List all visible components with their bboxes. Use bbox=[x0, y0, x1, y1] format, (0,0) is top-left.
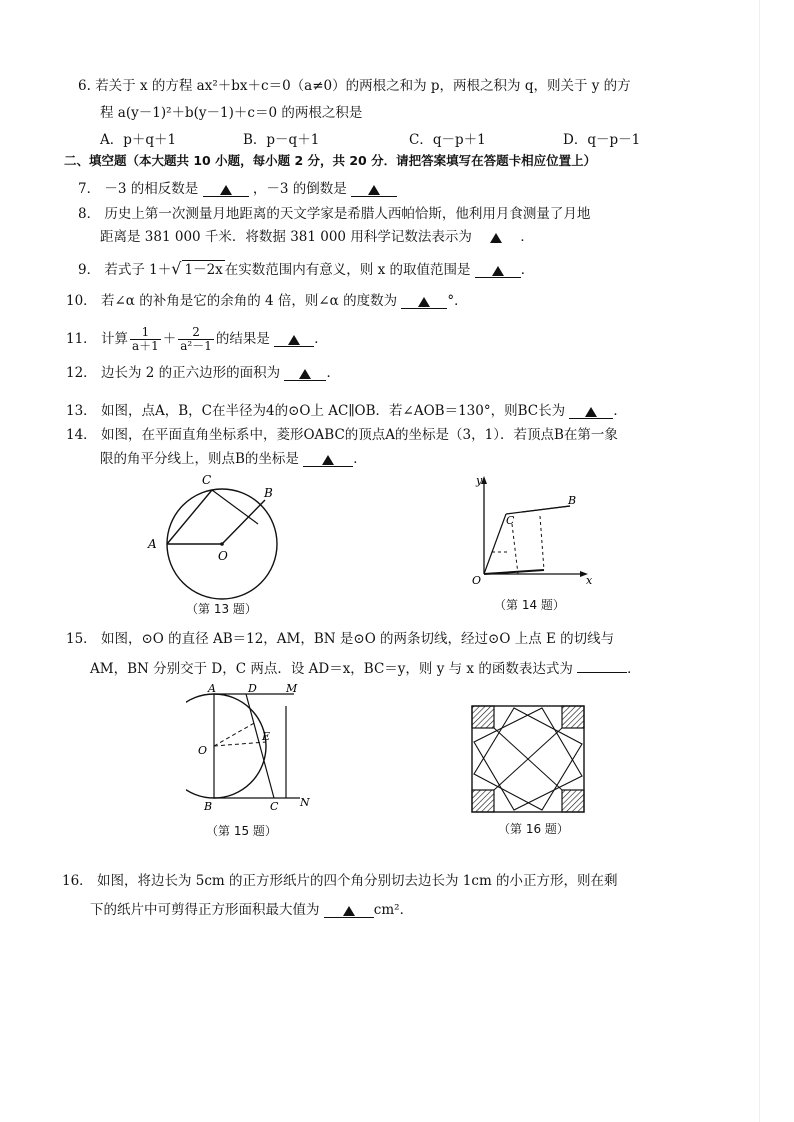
q8-line2 bbox=[100, 228, 534, 246]
label-d: D bbox=[248, 684, 257, 695]
q12-number: 12． bbox=[66, 365, 97, 381]
q15-text2: AM，BN 分别交于 D，C 两点．设 AD＝x，BC＝y，则 y 与 x 的函数表达式为 bbox=[90, 661, 573, 677]
sqrt-sign: √ bbox=[171, 259, 182, 278]
answer-marker-icon bbox=[299, 369, 311, 379]
label-b: B bbox=[568, 494, 577, 507]
figure-15-tangents bbox=[186, 684, 316, 814]
q14-text1: 如图，在平面直角坐标系中，菱形OABC的顶点A的坐标是（3，1）．若顶点B在第一象 bbox=[100, 427, 618, 443]
q16-line1 bbox=[62, 872, 618, 890]
answer-marker-icon bbox=[492, 266, 504, 276]
q14-end: ． bbox=[353, 451, 367, 467]
q6-option-a: A．p＋q＋1 bbox=[100, 132, 177, 148]
q14-number: 14． bbox=[66, 427, 97, 443]
q14-line1 bbox=[66, 426, 618, 444]
q7 bbox=[78, 180, 397, 198]
q13-end: ． bbox=[613, 403, 627, 419]
q14-line2 bbox=[100, 450, 367, 468]
figure-15-caption: （第 15 题） bbox=[206, 824, 277, 838]
q9-blank[interactable] bbox=[475, 261, 521, 278]
q14-text2: 限的角平分线上，则点B的坐标是 bbox=[100, 451, 299, 467]
label-y-axis: y bbox=[476, 474, 483, 487]
figure-16-square bbox=[470, 704, 586, 814]
q12-text: 边长为 2 的正六边形的面积为 bbox=[100, 365, 281, 381]
q9-text-b: 在实数范围内有意义，则 x 的取值范围是 bbox=[224, 262, 471, 278]
q16-text1: 如图，将边长为 5cm 的正方形纸片的四个角分别切去边长为 1cm 的小正方形，则在剩 bbox=[96, 873, 618, 889]
q6-option-d: D．q－p－1 bbox=[563, 132, 641, 148]
figure-16-caption: （第 16 题） bbox=[498, 822, 569, 836]
q15-line1 bbox=[66, 630, 614, 648]
q11-blank[interactable] bbox=[274, 330, 314, 347]
q12-end: ． bbox=[326, 365, 340, 381]
label-e: E bbox=[262, 730, 271, 743]
q7-number: 7． bbox=[78, 181, 101, 197]
q6-option-c: C．q－p＋1 bbox=[409, 132, 486, 148]
q8-line1 bbox=[78, 205, 590, 223]
answer-marker-icon bbox=[343, 906, 355, 916]
q11-text-a: 计算 bbox=[100, 331, 128, 347]
q8-text2: 距离是 381 000 千米．将数据 381 000 用科学记数法表示为 bbox=[100, 229, 472, 245]
q10-end: °． bbox=[447, 293, 468, 309]
label-m: M bbox=[286, 684, 298, 695]
label-c: C bbox=[202, 473, 212, 487]
q15-line2 bbox=[90, 656, 641, 678]
q11 bbox=[66, 326, 328, 353]
figure-13-caption: （第 13 题） bbox=[186, 602, 257, 616]
q9 bbox=[78, 260, 534, 279]
q16-number: 16． bbox=[62, 873, 93, 889]
answer-marker-icon bbox=[368, 185, 380, 195]
answer-marker-icon bbox=[418, 297, 430, 307]
page-edge bbox=[759, 0, 760, 1122]
q11-number: 11． bbox=[66, 331, 97, 347]
q10-blank[interactable] bbox=[401, 292, 447, 309]
q6-text1: 若关于 x 的方程 ax²＋bx＋c＝0（a≠0）的两根之和为 p，两根之积为 q，则关于 y 的方 bbox=[95, 78, 631, 94]
label-b: B bbox=[264, 486, 273, 500]
q6-number: 6. bbox=[78, 78, 91, 94]
label-origin: O bbox=[472, 574, 482, 587]
q13-text: 如图，点A，B，C在半径为4的⊙O上 AC∥OB．若∠AOB＝130°，则BC长为 bbox=[100, 403, 566, 419]
figure-14-caption: （第 14 题） bbox=[494, 598, 565, 612]
q7-blank-2[interactable] bbox=[351, 180, 397, 197]
plus-sign: ＋ bbox=[162, 331, 177, 347]
q15-text1: 如图，⊙O 的直径 AB＝12，AM，BN 是⊙O 的两条切线，经过⊙O 上点 E 的切线与 bbox=[100, 631, 615, 647]
label-o: O bbox=[198, 744, 208, 757]
q9-end: ． bbox=[520, 262, 535, 278]
q16-end: cm²． bbox=[373, 902, 414, 918]
fraction-2-numerator: 2 bbox=[178, 326, 214, 340]
q8-blank[interactable] bbox=[476, 228, 516, 244]
fraction-1-numerator: 1 bbox=[130, 326, 161, 340]
figure-14-coordinate-plane bbox=[462, 472, 602, 592]
q16-blank[interactable] bbox=[324, 901, 374, 918]
q15-end: ． bbox=[627, 661, 641, 677]
q6-line2: 程 a(y－1)²＋b(y－1)＋c＝0 的两根之积是 bbox=[100, 105, 363, 121]
q13-number: 13． bbox=[66, 403, 97, 419]
q9-number: 9． bbox=[78, 262, 101, 278]
label-x-axis: x bbox=[586, 574, 593, 587]
q12 bbox=[66, 364, 340, 382]
q8-number: 8． bbox=[78, 206, 101, 222]
answer-marker-icon bbox=[322, 455, 334, 465]
label-c: C bbox=[270, 800, 279, 813]
q13-blank[interactable] bbox=[569, 402, 613, 419]
q15-number: 15． bbox=[66, 631, 97, 647]
q9-radicand: 1－2x bbox=[184, 262, 223, 278]
q7-blank-1[interactable] bbox=[203, 180, 249, 197]
fraction-1 bbox=[130, 326, 161, 353]
answer-marker-icon bbox=[288, 335, 300, 345]
label-c: C bbox=[506, 514, 515, 527]
label-a: A bbox=[208, 684, 216, 695]
q6-line1 bbox=[78, 77, 631, 95]
q7-text-a: －3 的相反数是 bbox=[104, 181, 199, 197]
label-o: O bbox=[218, 549, 228, 563]
q10 bbox=[66, 292, 468, 310]
q12-blank[interactable] bbox=[284, 364, 326, 381]
q8-text1: 历史上第一次测量月地距离的天文学家是希腊人西帕恰斯，他利用月食测量了月地 bbox=[104, 206, 591, 222]
label-n: N bbox=[300, 796, 310, 809]
figure-13-circle bbox=[140, 472, 310, 602]
answer-marker-icon bbox=[585, 407, 597, 417]
q13 bbox=[66, 402, 627, 420]
label-b: B bbox=[204, 800, 213, 813]
q8-end: ． bbox=[520, 229, 534, 245]
q14-blank[interactable] bbox=[303, 450, 353, 467]
q9-text-a: 若式子 1＋ bbox=[104, 262, 172, 278]
answer-marker-icon bbox=[220, 185, 232, 195]
q15-blank[interactable] bbox=[577, 656, 627, 673]
q10-number: 10． bbox=[66, 293, 97, 309]
fraction-2-denominator: a²－1 bbox=[180, 339, 212, 353]
fraction-1-denominator: a＋1 bbox=[131, 339, 159, 353]
section-2-heading: 二、填空题（本大题共 10 小题，每小题 2 分，共 20 分．请把答案填写在答题卡相应位置上） bbox=[64, 153, 597, 168]
q10-text: 若∠α 的补角是它的余角的 4 倍，则∠α 的度数为 bbox=[100, 293, 398, 309]
q6-option-b: B．p－q＋1 bbox=[243, 132, 320, 148]
q16-line2 bbox=[90, 901, 413, 919]
q16-text2: 下的纸片中可剪得正方形面积最大值为 bbox=[90, 902, 320, 918]
label-a: A bbox=[148, 537, 157, 551]
q11-text-b: 的结果是 bbox=[215, 331, 270, 347]
fraction-2 bbox=[178, 326, 214, 353]
q11-end: ． bbox=[314, 331, 328, 347]
answer-marker-icon bbox=[490, 233, 502, 243]
q7-text-b: ，－3 的倒数是 bbox=[252, 181, 347, 197]
